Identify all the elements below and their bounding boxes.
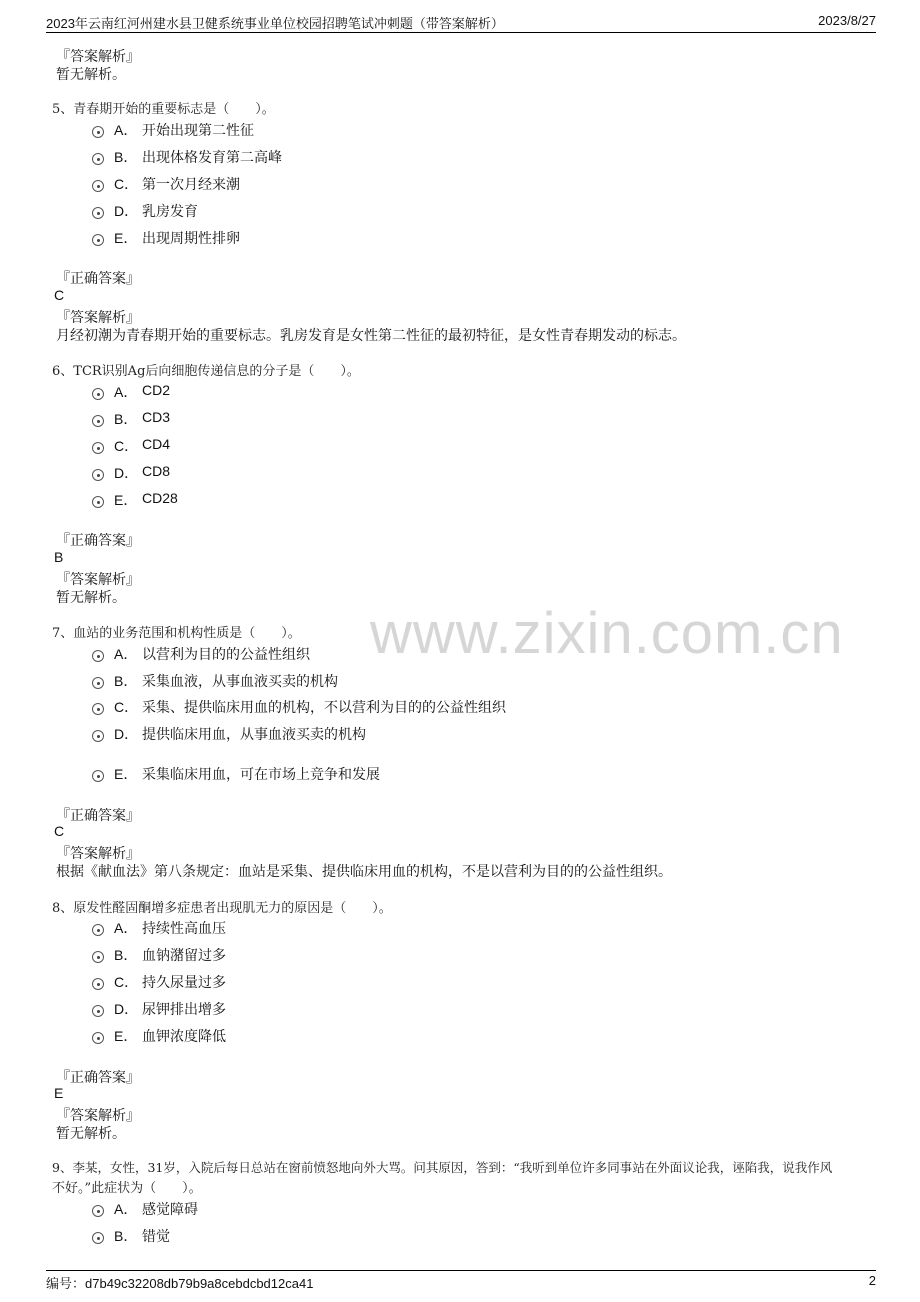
explanation-text: 暂无解析。 <box>56 67 126 83</box>
radio-icon[interactable] <box>92 770 104 782</box>
question-stem: 5、青春期开始的重要标志是（ ）。 <box>52 102 275 117</box>
answer-value: B <box>54 549 64 565</box>
radio-icon[interactable] <box>92 924 104 936</box>
option-letter: A． <box>114 1201 138 1217</box>
option-text: 血钾浓度降低 <box>142 1029 226 1045</box>
option-text: CD2 <box>142 382 171 398</box>
answer-value: C <box>54 823 65 839</box>
option-letter: B． <box>114 411 138 427</box>
document-code: 编号：d7b49c32208db79b9a8cebdcbd12ca41 <box>46 1276 314 1291</box>
page-number: 2 <box>868 1273 876 1288</box>
option-text: CD28 <box>142 490 178 506</box>
document-date: 2023/8/27 <box>818 13 876 28</box>
option-letter: D． <box>114 203 139 219</box>
answer-label: 『正确答案』 <box>56 533 140 549</box>
option-text: 出现体格发育第二高峰 <box>142 150 282 166</box>
radio-icon[interactable] <box>92 951 104 963</box>
option-text: 尿钾排出增多 <box>142 1002 226 1018</box>
option-letter: B． <box>114 1228 138 1244</box>
radio-icon[interactable] <box>92 442 104 454</box>
option-text: 采集、提供临床用血的机构，不以营利为目的的公益性组织 <box>142 700 506 716</box>
option-letter: C． <box>114 974 139 990</box>
option-text: 血钠潴留过多 <box>142 948 226 964</box>
option-text: 乳房发育 <box>142 204 198 220</box>
radio-icon[interactable] <box>92 650 104 662</box>
explanation-text: 暂无解析。 <box>56 1126 126 1142</box>
radio-icon[interactable] <box>92 469 104 481</box>
option-text: CD4 <box>142 436 171 452</box>
document-title: 2023年云南红河州建水县卫健系统事业单位校园招聘笔试冲刺题（带答案解析） <box>46 16 504 31</box>
radio-icon[interactable] <box>92 730 104 742</box>
option-letter: A． <box>114 384 138 400</box>
option-letter: A． <box>114 920 138 936</box>
option-letter: C． <box>114 438 139 454</box>
option-letter: D． <box>114 726 139 742</box>
explain-label: 『答案解析』 <box>56 310 140 326</box>
radio-icon[interactable] <box>92 496 104 508</box>
radio-icon[interactable] <box>92 126 104 138</box>
watermark: www.zixin.com.cn <box>370 601 844 666</box>
option-text: 以营利为目的的公益性组织 <box>142 647 310 663</box>
answer-label: 『正确答案』 <box>56 1070 140 1086</box>
radio-icon[interactable] <box>92 1032 104 1044</box>
radio-icon[interactable] <box>92 1005 104 1017</box>
option-text: 采集血液，从事血液买卖的机构 <box>142 674 338 690</box>
question-stem-continued: 不好。”此症状为（ ）。 <box>52 1181 202 1196</box>
option-text: 采集临床用血，可在市场上竞争和发展 <box>142 767 380 783</box>
option-letter: B． <box>114 947 138 963</box>
answer-label: 『正确答案』 <box>56 808 140 824</box>
option-letter: C． <box>114 176 139 192</box>
option-text: 持续性高血压 <box>142 921 226 937</box>
option-letter: E． <box>114 766 138 782</box>
question-stem: 8、原发性醛固酮增多症患者出现肌无力的原因是（ ）。 <box>52 901 392 916</box>
radio-icon[interactable] <box>92 207 104 219</box>
option-letter: E． <box>114 1028 138 1044</box>
radio-icon[interactable] <box>92 1205 104 1217</box>
explanation-text: 月经初潮为青春期开始的重要标志。乳房发育是女性第二性征的最初特征，是女性青春期发动的标志。 <box>56 328 686 344</box>
radio-icon[interactable] <box>92 234 104 246</box>
option-letter: B． <box>114 149 138 165</box>
option-letter: E． <box>114 492 138 508</box>
option-text: 提供临床用血，从事血液买卖的机构 <box>142 727 366 743</box>
option-text: CD8 <box>142 463 171 479</box>
option-letter: C． <box>114 699 139 715</box>
option-letter: E． <box>114 230 138 246</box>
option-letter: D． <box>114 465 139 481</box>
radio-icon[interactable] <box>92 978 104 990</box>
radio-icon[interactable] <box>92 388 104 400</box>
option-text: 出现周期性排卵 <box>142 231 240 247</box>
option-letter: B． <box>114 673 138 689</box>
option-text: 感觉障碍 <box>142 1202 198 1218</box>
radio-icon[interactable] <box>92 1232 104 1244</box>
explanation-text: 根据《献血法》第八条规定：血站是采集、提供临床用血的机构，不是以营利为目的的公益性组织。 <box>56 864 672 880</box>
question-stem: 7、血站的业务范围和机构性质是（ ）。 <box>52 626 301 641</box>
page-footer <box>46 1270 876 1293</box>
answer-value: C <box>54 287 65 303</box>
option-text: 错觉 <box>142 1229 170 1245</box>
answer-value: E <box>54 1085 64 1101</box>
option-text: 持久尿量过多 <box>142 975 226 991</box>
explanation-text: 暂无解析。 <box>56 590 126 606</box>
radio-icon[interactable] <box>92 180 104 192</box>
explain-label: 『答案解析』 <box>56 1108 140 1124</box>
answer-label: 『正确答案』 <box>56 271 140 287</box>
explain-label: 『答案解析』 <box>56 846 140 862</box>
page-header <box>46 10 876 33</box>
option-letter: D． <box>114 1001 139 1017</box>
radio-icon[interactable] <box>92 677 104 689</box>
radio-icon[interactable] <box>92 703 104 715</box>
question-stem: 9、李某，女性，31岁，入院后每日总站在窗前愤怒地向外大骂。问其原因，答到：“我听到单位许多同事站在外面议论我，诬陷我，说我作风 <box>52 1160 833 1175</box>
option-letter: A． <box>114 122 138 138</box>
explain-label: 『答案解析』 <box>56 49 140 65</box>
option-text: CD3 <box>142 409 171 425</box>
option-text: 开始出现第二性征 <box>142 123 254 139</box>
radio-icon[interactable] <box>92 153 104 165</box>
option-text: 第一次月经来潮 <box>142 177 240 193</box>
option-letter: A． <box>114 646 138 662</box>
question-stem: 6、TCR识别Ag后向细胞传递信息的分子是（ ）。 <box>52 364 360 379</box>
radio-icon[interactable] <box>92 415 104 427</box>
explain-label: 『答案解析』 <box>56 572 140 588</box>
